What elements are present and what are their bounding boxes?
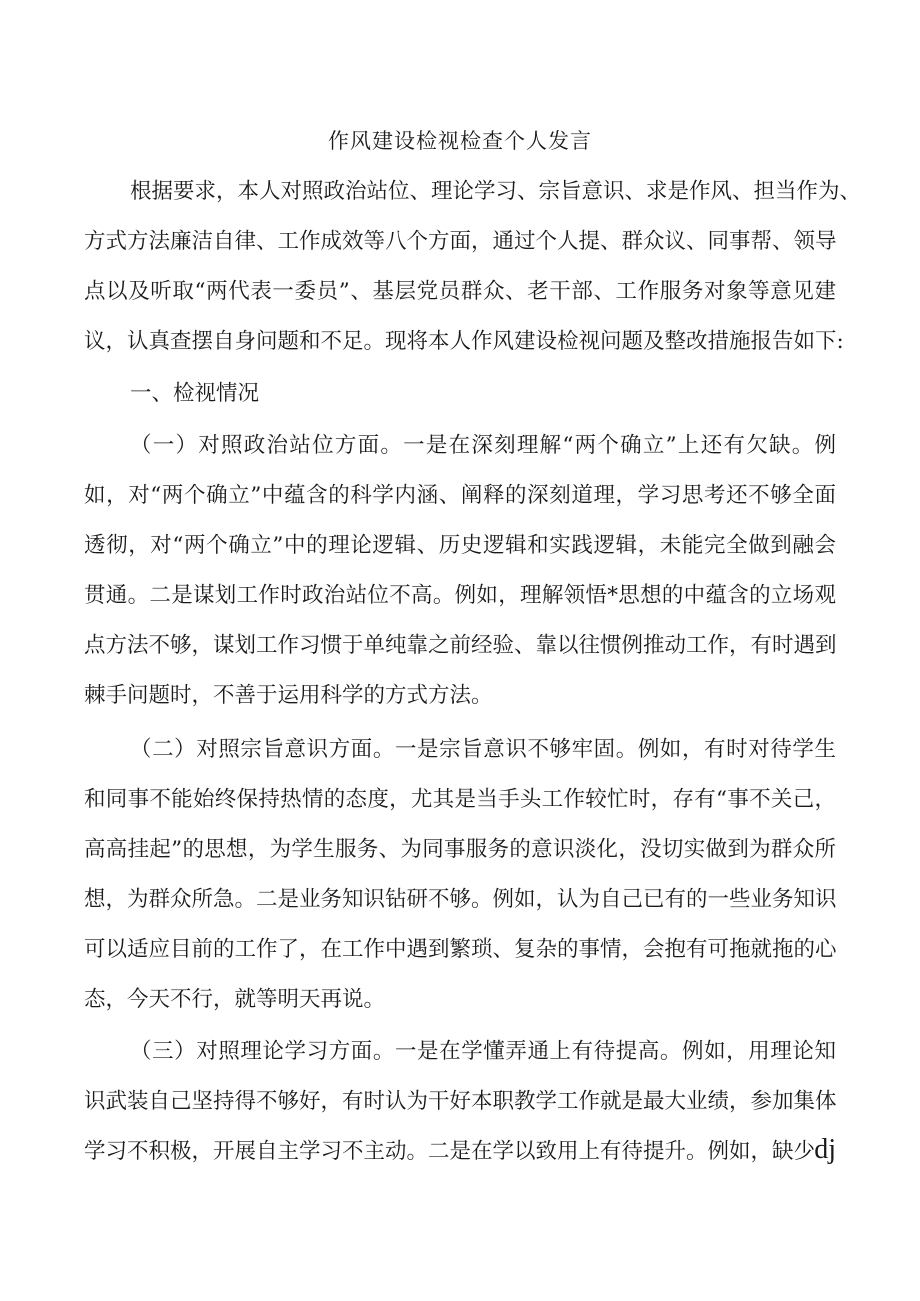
trailing-fragment: dj (814, 1134, 836, 1165)
paragraph-line: （二）对照宗旨意识方面。一是宗旨意识不够牢固。例如，有时对待学生 (130, 737, 836, 762)
paragraph-line-text: 学习不积极，开展自主学习不主动。二是在学以致用上有待提升。例如，缺少 (84, 1139, 816, 1164)
paragraph-line: （三）对照理论学习方面。一是在学懂弄通上有待提高。例如，用理论知 (130, 1039, 836, 1064)
paragraph-line: 点方法不够，谋划工作习惯于单纯靠之前经验、靠以往惯例推动工作，有时遇到 (84, 633, 837, 658)
paragraph-line: 贯通。二是谋划工作时政治站位不高。例如，理解领悟*思想的中蕴含的立场观 (84, 583, 836, 608)
paragraph-line: 点以及听取“两代表一委员”、基层党员群众、老干部、工作服务对象等意见建 (84, 279, 836, 304)
section-heading: 一、检视情况 (130, 381, 260, 406)
paragraph-line: 高高挂起”的思想，为学生服务、为同事服务的意识淡化，没切实做到为群众所 (84, 837, 836, 862)
paragraph-line: 可以适应目前的工作了，在工作中遇到繁琐、复杂的事情，会抱有可拖就拖的心 (84, 937, 837, 962)
paragraph-line: 棘手问题时，不善于运用科学的方式方法。 (84, 683, 493, 708)
paragraph-line: 根据要求，本人对照政治站位、理论学习、宗旨意识、求是作风、担当作为、 (130, 179, 862, 204)
paragraph-line: 想，为群众所急。二是业务知识钻研不够。例如，认为自己已有的一些业务知识 (84, 887, 837, 912)
document-title: 作风建设检视检查个人发言 (328, 129, 592, 153)
paragraph-line: 如，对“两个确立”中蕴含的科学内涵、阐释的深刻道理，学习思考还不够全面 (84, 483, 836, 508)
paragraph-line: （一）对照政治站位方面。一是在深刻理解“两个确立”上还有欠缺。例 (130, 433, 836, 458)
paragraph-line: 透彻，对“两个确立”中的理论逻辑、历史逻辑和实践逻辑，未能完全做到融会 (84, 533, 836, 558)
paragraph-line: 和同事不能始终保持热情的态度，尤其是当手头工作较忙时，存有“事不关己， (84, 787, 836, 812)
paragraph-line: 识武装自己坚持得不够好，有时认为干好本职教学工作就是最大业绩，参加集体 (84, 1089, 837, 1114)
paragraph-line: 方式方法廉洁自律、工作成效等八个方面，通过个人提、群众议、同事帮、领导 (84, 229, 837, 254)
paragraph-line: 态，今天不行，就等明天再说。 (84, 987, 386, 1012)
paragraph-line-last (84, 1136, 836, 1168)
paragraph-line: 议，认真查摆自身问题和不足。现将本人作风建设检视问题及整改措施报告如下: (84, 329, 844, 354)
